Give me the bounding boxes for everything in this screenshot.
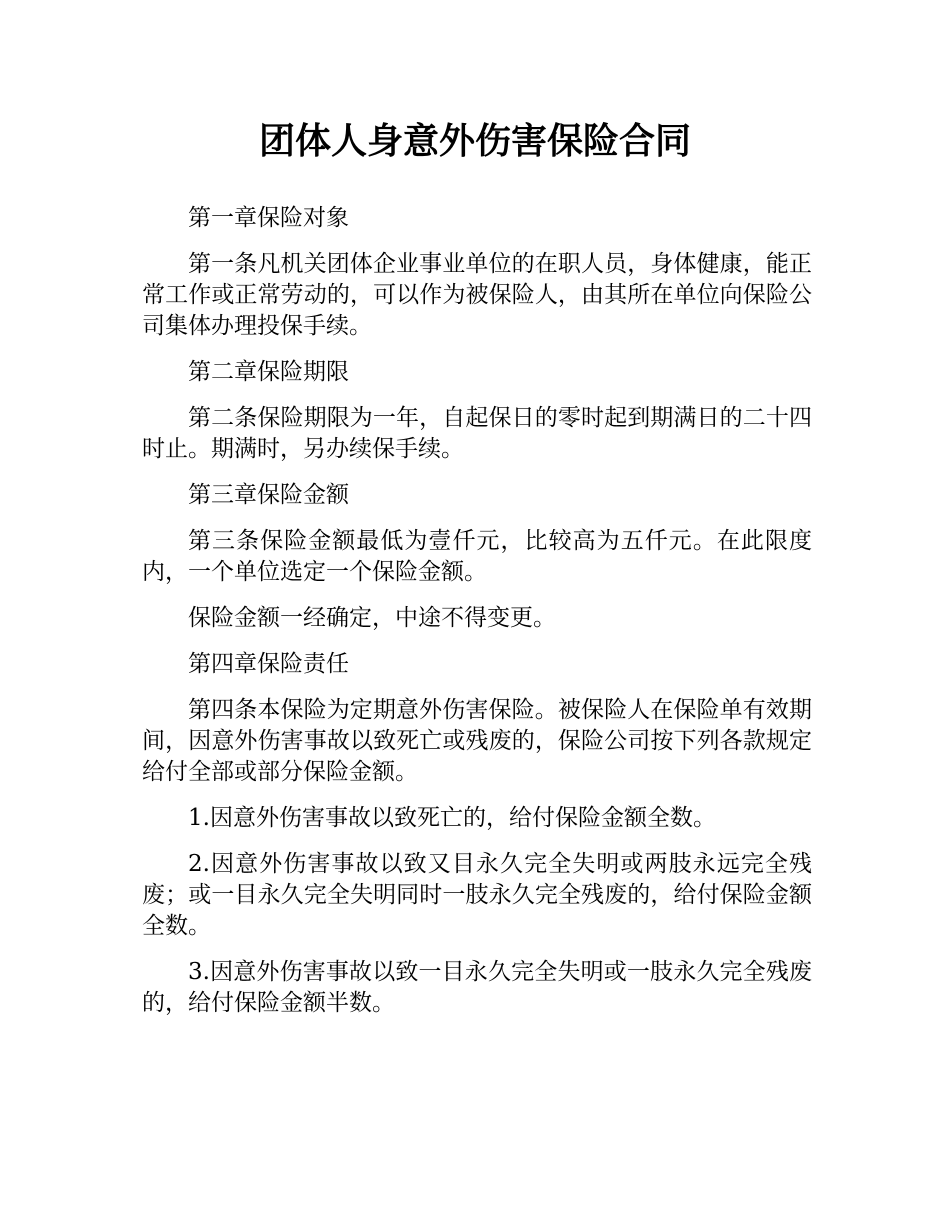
chapter-heading: 第一章保险对象 [188, 205, 349, 231]
article-paragraph: 第二条保险期限为一年，自起保日的零时起到期满日的二十四时止。期满时，另办续保手续。 [142, 405, 812, 462]
list-item: 3.因意外伤害事故以致一目永久完全失明或一肢永久完全残废的，给付保险金额半数。 [142, 959, 812, 1016]
chapter-heading: 第二章保险期限 [188, 359, 349, 385]
chapter-heading: 第四章保险责任 [188, 651, 349, 677]
article-paragraph: 第四条本保险为定期意外伤害保险。被保险人在保险单有效期间，因意外伤害事故以致死亡或残废的，保险公司按下列各款规定给付全部或部分保险金额。 [142, 697, 812, 785]
document-title: 团体人身意外伤害保险合同 [258, 121, 691, 162]
article-paragraph: 第一条凡机关团体企业事业单位的在职人员，身体健康，能正常工作或正常劳动的，可以作为被保险人，由其所在单位向保险公司集体办理投保手续。 [142, 251, 812, 339]
article-paragraph: 保险金额一经确定，中途不得变更。 [188, 605, 556, 631]
article-paragraph: 第三条保险金额最低为壹仟元，比较高为五仟元。在此限度内，一个单位选定一个保险金额。 [142, 528, 812, 585]
list-item: 1.因意外伤害事故以致死亡的，给付保险金额全数。 [188, 805, 716, 831]
document-body [142, 203, 812, 1034]
chapter-heading: 第三章保险金额 [188, 482, 349, 508]
list-item: 2.因意外伤害事故以致又目永久完全失明或两肢永远完全残废；或一目永久完全失明同时一肢永久完全残废的，给付保险金额全数。 [142, 851, 812, 939]
